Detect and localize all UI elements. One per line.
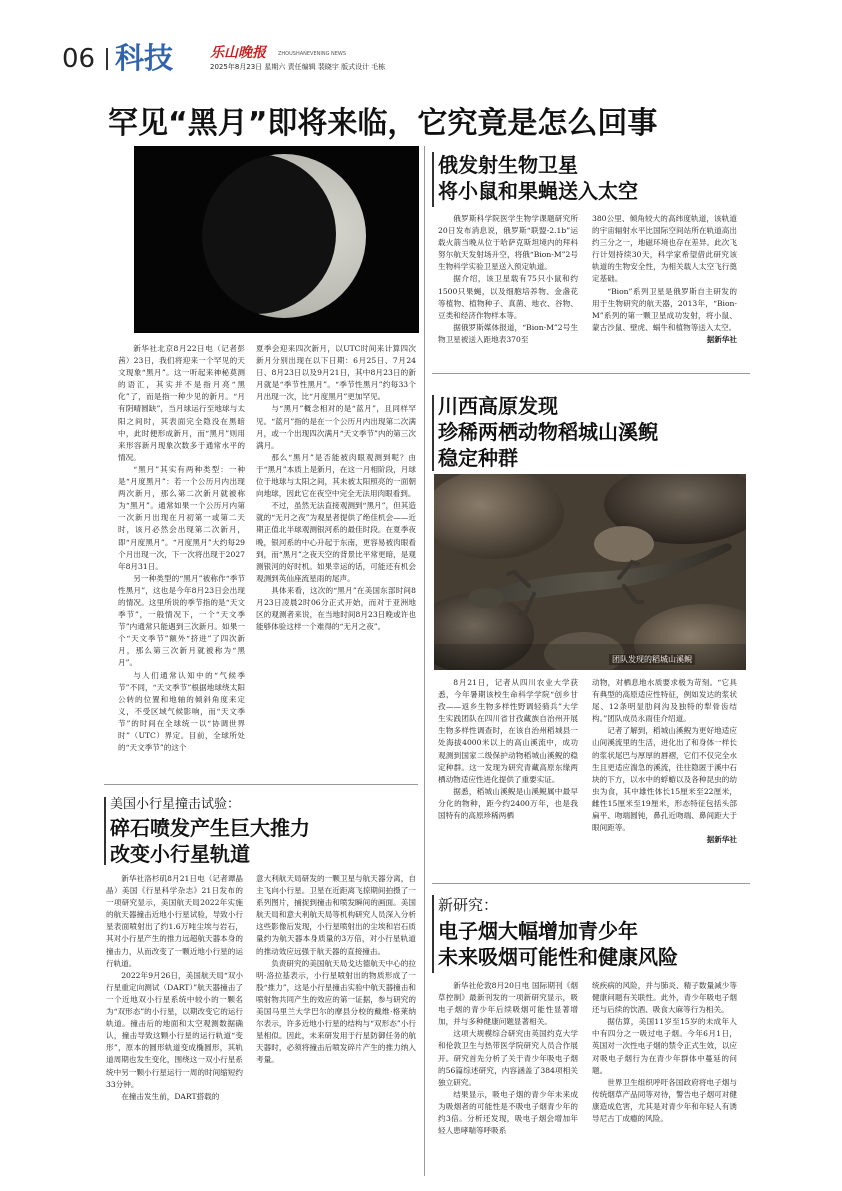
story4-headline-line1: 碎石喷发产生巨大推力 <box>110 816 310 840</box>
story2-paragraph: 380公里、倾角较大的高纬度轨道，该轨道的宇宙辐射水平比国际空间站所在轨道高出约三分之一，地磁环境也存在差异。此次飞行计划持续30天，科学家希望借此研究该轨道的生物安全性，为相关载人太空飞行奠定基础。 <box>592 214 737 284</box>
story5-column-1 <box>438 980 578 1137</box>
moon-photo <box>134 146 419 333</box>
story1-paragraph: 不过，虽然无法直接观测到“黑月”，但其造就的“无月之夜”为观星者提供了绝佳机会——近期正值北半球观测银河系的最佳时段。在夏季夜晚，银河系的中心升起于东南，更容易被肉眼看到，而“黑月”之夜天空的背景比平常更暗，是观测银河的好时机。如果幸运的话，可能还有机会观测到英仙座流星雨的尾声。 <box>256 501 416 583</box>
story3-headline-line1: 川西高原发现 <box>438 394 558 418</box>
story4-paragraph: 意大利航天局研发的一颗卫星与航天器分离，自主飞向小行星。卫星在近距离飞掠期间拍摄了一系列图片，捕捉到撞击和喷发瞬间的画面。美国航天局和意大利航天局等机构研究人员深入分析这些影像后发现，小行星喷射出的尘埃和岩石质量约为航天器本身质量的3万倍，对小行星轨道的推动效应远强于航天器的直接撞击。 <box>256 874 416 956</box>
paper-latin-name: ZHOUSHANEVENING NEWS <box>278 51 347 57</box>
issue-line: 2025年8月23日 星期六 责任编辑 裴晓宇 版式设计 毛栋 <box>210 63 386 71</box>
section-title: 科技 <box>115 41 174 75</box>
story4-column-1 <box>106 873 243 1103</box>
story1-paragraph: 具体来看，这次的“黑月”在美国东部时间8月23日凌晨2时06分正式开始，而对于亚洲地区的观测者来说，在当地时间8月23日晚或许也能够体验这样一个难得的“无月之夜”。 <box>256 585 416 632</box>
story2-column-1 <box>438 213 578 346</box>
story1-paragraph: 另一种类型的“黑月”被称作“季节性黑月”，这也是今年8月23日会出现的情况。这里所说的季节指的是“天文季节”，一般情况下，一个“天文季节”内通常只能遇到三次新月。如果一个“天文季节”额外“挤进”了四次新月，那么第三次新月就被称为“黑月”。 <box>118 573 245 668</box>
section-rule <box>432 883 750 884</box>
story1-paragraph: “黑月”其实有两种类型：一种是“月度黑月”：若一个公历月内出现两次新月，那么第二次新月就被称为“黑月”。通常如果一个公历月内第一次新月出现在月初第一或第二天时，该月必然会出现第二次新月，即“月度黑月”。“月度黑月”大约每29个月出现一次，下一次将出现于2027年8月31日。 <box>118 464 245 571</box>
story2-paragraph: 据俄罗斯媒体报道，“Bion-M”2号生物卫星被送入距地表370至 <box>438 322 578 344</box>
story5-kicker: 新研究： <box>438 896 499 914</box>
story3-paragraph: 记者了解到，稻城山溪鲵为更好地适应山间溪流里的生活，进化出了和身体一样长的浆状尾巴与厚厚的唇褶，它们不仅完全水生且更适应湍急的溪流，往往隐匿于溪中石块的下方，以水中的蜉蝣以及各种昆虫的幼虫为食，其中雄性体长15厘米至22厘米，雌性15厘米至19厘米，形态特征包括头部扁平、吻端圆钝，鼻孔近吻端、鼻间距大于眼间距等。 <box>592 726 737 833</box>
story3-column-2 <box>592 677 737 846</box>
story2-headline-line1: 俄发射生物卫星 <box>438 153 578 177</box>
story5-headline-line1: 电子烟大幅增加青少年 <box>438 919 638 943</box>
story2-column-2 <box>592 213 737 346</box>
story3-accent-bar <box>432 395 434 471</box>
section-rule <box>432 373 750 374</box>
column-divider <box>424 146 425 1176</box>
photo-caption: 团队发现的稻城山溪鲵 <box>609 654 695 665</box>
story2-paragraph: 据介绍，该卫星载有75只小鼠和约1500只果蝇，以及细胞培养物、金盏花等植物、植物种子、真菌、地衣、谷物、豆类和经济作物样本等。 <box>438 274 578 320</box>
story1-paragraph: 夏季会迎来四次新月，以UTC时间来计算四次新月分别出现在以下日期：6月25日、7月24日、8月23日以及9月21日，其中8月23日的新月就是“季节性黑月”。“季节性黑月”约每33个月出现一次，比“月度黑月”更加罕见。 <box>256 344 416 402</box>
story4-column-2 <box>256 873 416 1067</box>
story5-paragraph: 据估算，美国11岁至15岁的未成年人中有四分之一吸过电子烟。今年6月1日，英国对一次性电子烟的禁令正式生效，以应对吸电子烟行为在青少年群体中蔓延的问题。 <box>592 1017 737 1075</box>
story4-paragraph: 负责研究的美国航天局戈达德航天中心的拉明·洛拉基表示，小行星喷射出的物质形成了一股“推力”，这是小行星撞击实验中航天器撞击和喷射物共同产生的效应的第一证据，参与研究的美国马里兰大学巴尔的摩县分校的戴维·格莱纳尔表示，许多近地小行星的结构与“双形态”小行星相似。因此，未来研发用于行星防御任务的航天器时，必须将撞击后喷发碎片产生的推力纳入考量。 <box>256 958 416 1065</box>
story1-paragraph: 新华社北京8月22日电（记者彭茜）23日，我们将迎来一个罕见的天文现象“黑月”。这一听起来神秘莫测的语汇，其实并不是指月亮“黑化”了，而是指一种少见的新月。“月有阴晴圆缺”，当月球运行至地球与太阳之间时，其表面完全隐没在黑暗中，此时便形成新月，而“黑月”则用来形容新月现象次数多于通常水平的情况。 <box>118 344 245 462</box>
story4-accent-bar <box>104 797 106 865</box>
story4-paragraph: 在撞击发生前，DART搭载的 <box>121 1091 220 1101</box>
story3-headline-line2: 珍稀两栖动物稻城山溪鲵 <box>438 420 658 444</box>
story3-headline-line3: 稳定种群 <box>438 446 518 470</box>
story2-paragraph: 俄罗斯科学院医学生物学课题研究所20日发布消息说，俄罗斯“联盟-2.1b”运载火箭当晚从位于哈萨克斯坦境内的拜科努尔航天发射场升空，将俄“Bion-M”2号生物科学实验卫星送入预定轨道。 <box>438 214 578 272</box>
section-rule <box>104 784 418 785</box>
story3-paragraph: 据悉，稻城山溪鲵是山溪鲵属中最早分化的物种，距今约2400万年，也是我国特有的高原珍稀两栖 <box>438 786 578 821</box>
masthead-divider <box>106 48 108 70</box>
crescent-moon-image <box>134 146 419 333</box>
story4-kicker: 美国小行星撞击试验： <box>110 797 241 812</box>
story1-paragraph: 与人们通常认知中的“气候季节”不同，“天文季节”根据地球绕太阳公转的位置和地轴的倾斜角度来定义，不受区域气候影响，而“天文季节”的时间在全球统一以“协调世界时”（UTC）界定。目前，全球所处的“天文季节”的这个 <box>118 670 245 753</box>
story5-headline-line2: 未来吸烟可能性和健康风险 <box>438 945 678 969</box>
story1-paragraph: 那么“黑月”是否能被肉眼观测到呢？由于“黑月”本质上是新月，在这一月相阶段，月球位于地球与太阳之间，其未被太阳照亮的一面朝向地球，因此它在夜空中完全无法用肉眼看到。 <box>256 452 416 499</box>
story5-paragraph: 统疾病的风险，并与肺炎、精子数量减少等健康问题有关联性。此外，青少年吸电子烟还与后续的饮酒、吸食大麻等行为相关。 <box>592 981 737 1015</box>
story5-paragraph: 这项大规模综合研究由英国约克大学和伦敦卫生与热带医学院研究人员合作展开。研究首先分析了关于青少年吸电子烟的56篇综述研究，内容涵盖了384项相关独立研究。 <box>438 1029 578 1087</box>
story5-paragraph: 新华社伦敦8月20日电 国际期刊《烟草控制》最新刊发的一项新研究显示，吸电子烟的青少年后续吸烟可能性显著增加，并与多种健康问题显著相关。 <box>438 981 578 1027</box>
story3-credit: 据新华社 <box>706 835 737 845</box>
paper-logo: 乐山晚报 <box>210 45 266 61</box>
story1-column-1 <box>118 343 245 754</box>
story5-accent-bar <box>432 895 434 973</box>
story4-headline-line2: 改变小行星轨道 <box>110 842 250 866</box>
story4-paragraph: 2022年9月26日，美国航天局“双小行星重定向测试（DART）”航天器撞击了一个近地双小行星系统中较小的一颗名为“双形态”的小行星，以期改变它的运行轨道。撞击后的地面和太空观测数据确认，撞击导致这颗小行星的运行轨道“变形”，原本的圆形轨道变成椭圆形，其轨道周期也发生变化，围绕这一双小行星系统中另一颗小行星运行一周的时间缩短约33分钟。 <box>106 970 243 1089</box>
salamander-image <box>434 474 746 670</box>
story5-paragraph: 结果显示，吸电子烟的青少年未来成为吸烟者的可能性是不吸电子烟青少年的约3倍。分析还发现，吸电子烟会增加年轻人患哮喘等呼吸系 <box>438 1089 578 1136</box>
salamander-photo <box>434 474 746 670</box>
story2-headline-line2: 将小鼠和果蝇送入太空 <box>438 179 638 203</box>
story5-column-2 <box>592 980 737 1125</box>
story3-paragraph: 8月21日，记者从四川农业大学获悉，今年暑期该校生命科学学院“创乡甘孜——返乡生物多样性野调轻骑兵”大学生实践团队在四川省甘孜藏族自治州开展生物多样性调查时，在该自治州稻城县一处海拔4000米以上的高山溪流中，成功观测到国家二级保护动物稻城山溪鲵的稳定种群。这一发现为研究青藏高原东缘两栖动物适应性进化提供了重要实证。 <box>438 678 578 784</box>
story2-accent-bar <box>432 152 434 207</box>
story2-credit: 据新华社 <box>706 334 737 344</box>
story3-paragraph: 动物，对栖息地水质要求极为苛刻。“它具有典型的高原适应性特征，例如发达的浆状尾、12条明显肋间沟及独特的犁骨齿结构。”团队成员永雨佳介绍道。 <box>592 678 737 724</box>
story4-paragraph: 新华社洛杉矶8月21日电（记者谭晶晶）美国《行星科学杂志》21日发布的一项研究显示，美国航天局2022年实施的航天器撞击近地小行星试验，导致小行星表面喷射出了约1.6万吨尘埃与岩石，其对小行星产生的推力远超航天器本身的撞击力，从而改变了一颗近地小行星的运行轨道。 <box>106 874 243 968</box>
story1-column-2 <box>256 343 416 633</box>
page-number: 06 <box>62 44 96 74</box>
story1-paragraph: 与“黑月”概念相对的是“蓝月”，且同样罕见。“蓝月”指的是在一个公历月内出现第二次满月，或一个出现四次满月“天文季节”内的第三次满月。 <box>256 404 416 450</box>
story2-paragraph: “Bion”系列卫星是俄罗斯自主研发的用于生物研究的航天器，2013年，“Bion-M”系列的第一颗卫星成功发射，将小鼠、蒙古沙鼠、壁虎、蜗牛和植物等送入太空。 <box>592 286 737 332</box>
story3-column-1 <box>438 677 578 822</box>
story5-paragraph: 世界卫生组织呼吁各国政府将电子烟与传统烟草产品同等对待，警告电子烟可对健康造成危害，尤其是对青少年和年轻人有诱导尼古丁成瘾的风险。 <box>592 1077 737 1124</box>
story1-headline: 罕见“黑月”即将来临，它究竟是怎么回事 <box>108 106 658 141</box>
